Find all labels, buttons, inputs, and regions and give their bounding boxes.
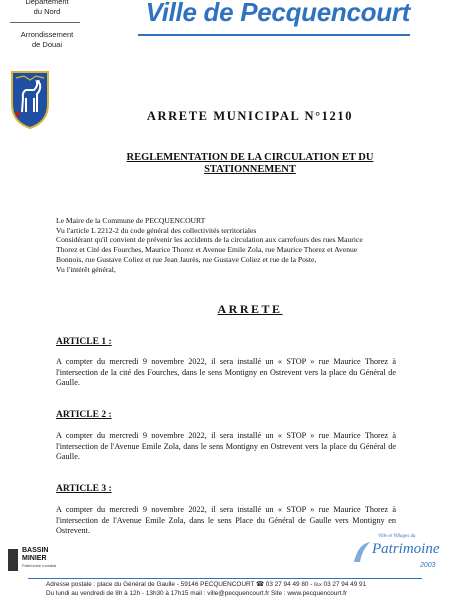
patrimoine-title: Patrimoine bbox=[372, 541, 440, 557]
department-line1: Département bbox=[25, 0, 69, 6]
patrimoine-emblem-icon bbox=[350, 538, 374, 566]
bassin-line2: MINIER bbox=[22, 555, 47, 562]
decree-subject-line1: REGLEMENTATION DE LA CIRCULATION ET DU bbox=[126, 152, 374, 163]
preamble bbox=[56, 216, 396, 274]
arrondissement-label bbox=[8, 30, 86, 50]
article-3-heading: ARTICLE 3 : bbox=[56, 484, 112, 494]
header-divider bbox=[10, 22, 80, 23]
department-label bbox=[8, 0, 86, 17]
preamble-line: Bonnois, rue Gustave Coliez et rue Jean Jaurès, rue Gustave Coliez et rue de la Poste, bbox=[56, 254, 317, 264]
footer-address: Adresse postale : place du Général de Gaulle - 59146 PECQUENCOURT ☎ 03 27 94 49 80 - ℻ 03 27 94 49 91 bbox=[46, 581, 367, 588]
preamble-line: Vu l'article L 2212-2 du code général des collectivités territoriales bbox=[56, 225, 257, 235]
article-1-text: A compter du mercredi 9 novembre 2022, il sera installé un « STOP » rue Maurice Thorez à l'intersection de la cité des Fourches, dans le sens Montigny en Ostrevent vers la place du Général de Gaulle. bbox=[56, 357, 396, 387]
town-underline bbox=[138, 34, 410, 36]
article-1-heading: ARTICLE 1 : bbox=[56, 337, 112, 347]
bassin-minier-logo bbox=[8, 547, 64, 575]
bassin-line3: Patrimoine mondial bbox=[22, 563, 57, 568]
decree-subject bbox=[100, 152, 400, 176]
patrimoine-logo bbox=[350, 528, 442, 580]
preamble-line: Vu l'intérêt général, bbox=[56, 264, 116, 274]
arrondissement-line2: de Douai bbox=[31, 40, 63, 49]
article-2-text: A compter du mercredi 9 novembre 2022, il sera installé un « STOP » rue Maurice Thorez à l'intersection de l'Avenue Emile Zola, dans le sens Montigny en Ostrevent vers la place du Général de Gaulle. bbox=[56, 431, 396, 461]
decree-heading: ARRETE bbox=[217, 302, 283, 316]
decree-subject-line2: STATIONNEMENT bbox=[204, 164, 296, 175]
bassin-minier-icon bbox=[8, 549, 18, 571]
article-3-text: A compter du mercredi 9 novembre 2022, il sera installé un « STOP » rue Maurice Thorez à l'intersection de l'Avenue Emile Zola, dans le sens Place du Général de Gaulle vers Montigny en Ostrevent. bbox=[56, 505, 396, 535]
coat-of-arms-icon bbox=[10, 68, 50, 130]
decree-title: ARRETE MUNICIPAL N°1210 bbox=[146, 109, 354, 123]
arrondissement-line1: Arrondissement bbox=[20, 30, 74, 39]
preamble-line: Le Maire de la Commune de PECQUENCOURT bbox=[56, 216, 206, 225]
department-line2: du Nord bbox=[33, 7, 61, 16]
town-name: Ville de Pecquencourt bbox=[145, 0, 410, 27]
article-2-heading: ARTICLE 2 : bbox=[56, 410, 112, 420]
preamble-line: Considérant qu'il convient de prévenir les accidents de la circulation aux carrefours des rues Maurice bbox=[56, 235, 363, 245]
footer-divider bbox=[28, 578, 422, 579]
patrimoine-small-text: Ville et Villages du bbox=[378, 534, 416, 539]
preamble-line: Thorez et Cité des Fourches, Maurice Thorez et Avenue Emile Zola, rue Maurice Thorez et Avenue bbox=[56, 245, 358, 255]
bassin-line1: BASSIN bbox=[22, 547, 49, 554]
footer-hours-contact: Du lundi au vendredi de 8h à 12h - 13h30 à 17h15 mail : ville@pecquencourt.fr Site : www.pecquencourt.fr bbox=[46, 590, 347, 597]
patrimoine-year: 2003 bbox=[420, 562, 436, 569]
